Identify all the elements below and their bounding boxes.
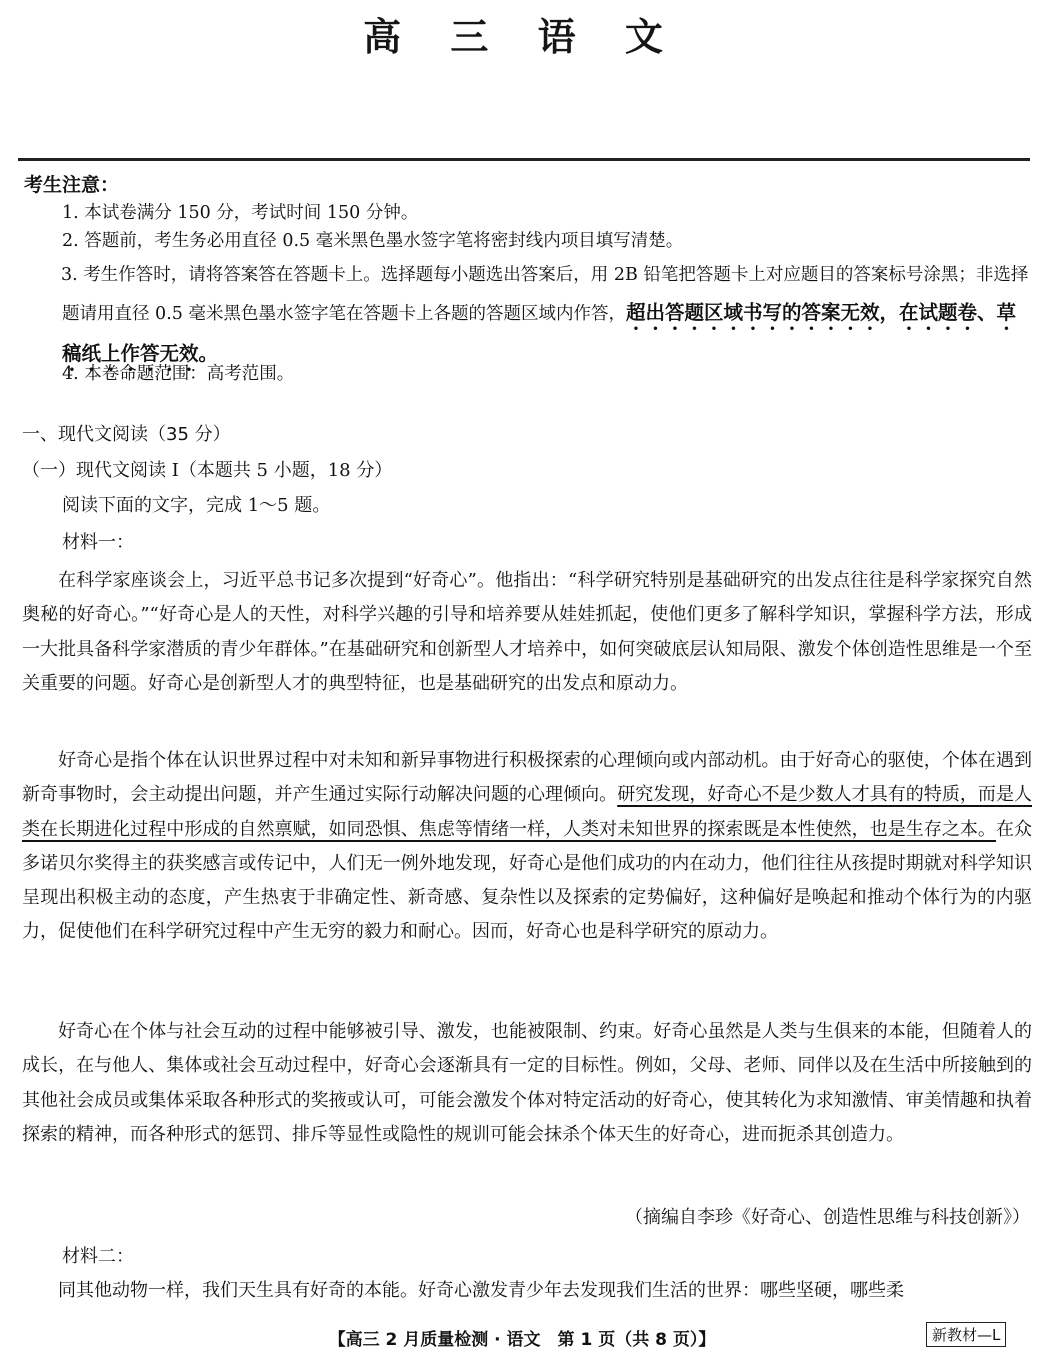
page-footer: 【高三 2 月质量检测 · 语文 第 1 页（共 8 页）】 [328,1330,716,1350]
notice-item-3-emphasis: 超出答题区域书写的答案无效，在试题卷、草稿纸上作答无效。 [62,301,1016,365]
page-title: 高 三 语 文 [363,14,681,59]
paragraph-2-intro: 好奇心是指个体在认识世界过程中对未知和新异事物进行积极探索的心理倾向或内部动机。由于好奇心的驱使，个体在遇到新奇事物时，会主动提出问题，并产生通过实际行动解决问题的心理倾向。 [22,750,1032,806]
paragraph-2-rest: 在众多诺贝尔奖得主的获奖感言或传记中，人们无一例外地发现，好奇心是他们成功的内在动力，他们往往从孩提时期就对科学知识呈现出积极主动的态度，产生热衷于非确定性、新奇感、复杂性以及探索的定势偏好，这种偏好是唤起和推动个体行为的内驱力，促使他们在科学研究过程中产生无穷的毅力和耐心。因而，好奇心也是科学研究的原动力。 [22,818,1033,943]
material-1-source: （摘编自李珍《好奇心、创造性思维与科技创新》） [625,1207,1030,1228]
notice-heading: 考生注意： [24,174,120,196]
paragraph-2-underlined: 研究发现，好奇心不是少数人才具有的特质，而是人类在长期进化过程中形成的自然禀赋，如同恐惧、焦虑等情绪一样，人类对未知世界的探索既是本性使然，也是生存之本。 [22,784,1033,840]
notice-item-2: 2. 答题前，考生务必用直径 0.5 毫米黑色墨水签字笔将密封线内项目填写清楚。 [62,231,684,251]
material-1-paragraph-3: 好奇心在个体与社会互动的过程中能够被引导、激发，也能被限制、约束。好奇心虽然是人类与生俱来的本能，但随着人的成长，在与他人、集体或社会互动过程中，好奇心会逐渐具有一定的目标性。例如，父母、老师、同伴以及在生活中所接触到的其他社会成员或集体采取各种形式的奖掖或认可，可能会激发个体对特定活动的好奇心，使其转化为求知激情、审美情趣和执着探索的精神，而各种形式的惩罚、排斥等显性或隐性的规训可能会抹杀个体天生的好奇心，进而扼杀其创造力。 [22,1021,1032,1145]
material-2-label: 材料二： [62,1246,134,1267]
notice-item-1: 1. 本试卷满分 150 分，考试时间 150 分钟。 [62,203,419,223]
material-1-paragraph-2 [22,744,1032,950]
material-2-paragraph-1: 同其他动物一样，我们天生具有好奇的本能。好奇心激发青少年去发现我们生活的世界：哪些坚硬，哪些柔 [58,1280,904,1301]
edition-tag: 新教材—L [926,1322,1006,1347]
material-1-label: 材料一： [62,532,134,553]
notice-item-4: 4. 本卷命题范围：高考范围。 [62,364,295,384]
reading-instruction: 阅读下面的文字，完成 1～5 题。 [62,495,331,516]
notice-item-3 [62,256,1030,376]
notice-item-3-text: 3. 考生作答时，请将答案答在答题卡上。选择题每小题选出答案后，用 2B 铅笔把答题卡上对应题目的答案标号涂黑；非选择题请用直径 0.5 毫米黑色墨水签字笔在答题卡上各题的答题区域内作答， [61,265,1029,324]
material-1-paragraph-1: 在科学家座谈会上，习近平总书记多次提到“好奇心”。他指出：“科学研究特别是基础研究的出发点往往是科学家探究自然奥秘的好奇心。”“好奇心是人的天性，对科学兴趣的引导和培养要从娃娃抓起，使他们更多了解科学知识，掌握科学方法，形成一大批具备科学家潜质的青少年群体。”在基础研究和创新型人才培养中，如何突破底层认知局限、激发个体创造性思维是一个至关重要的问题。好奇心是创新型人才的典型特征，也是基础研究的出发点和原动力。 [22,570,1032,694]
section-heading: 一、现代文阅读（35 分） [22,424,231,445]
section-subheading: （一）现代文阅读 Ⅰ（本题共 5 小题，18 分） [22,460,393,481]
header-rule [18,158,1030,161]
